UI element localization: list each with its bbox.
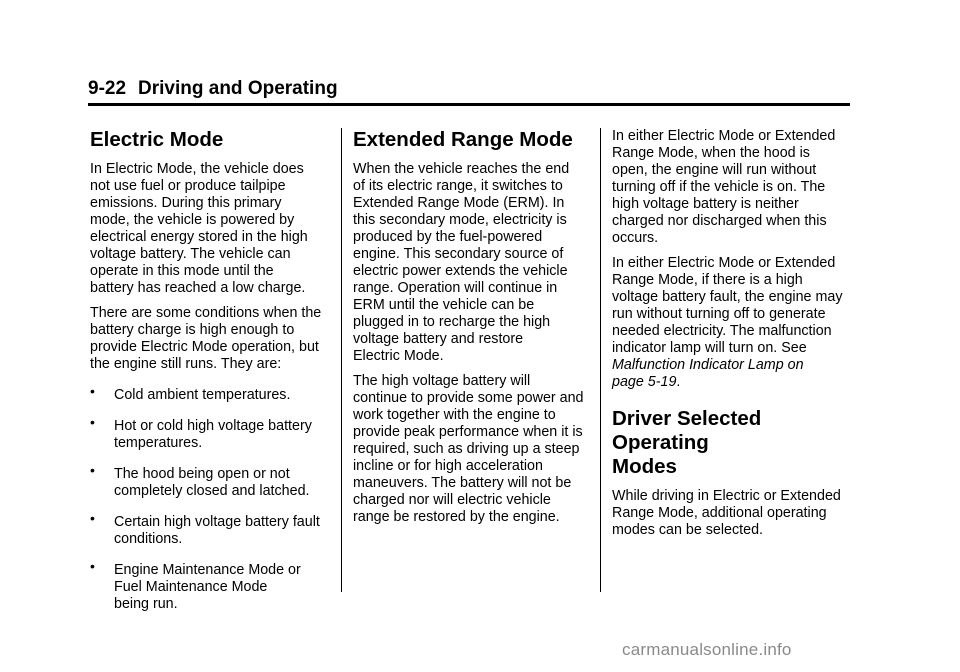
text-line: emissions. During this primary — [90, 195, 282, 211]
list-item — [90, 462, 335, 500]
text-line: indicator lamp will turn on. See — [612, 340, 807, 356]
bullet-icon: • — [90, 510, 95, 526]
text-line: needed electricity. The malfunction — [612, 323, 832, 339]
page-number: 9-22 — [88, 78, 127, 99]
text-line: the engine still runs. They are: — [90, 356, 282, 372]
text-line: range be restored by the engine. — [353, 509, 560, 525]
text-line: Range Mode, when the hood is — [612, 145, 810, 161]
column-electric-mode — [90, 128, 335, 613]
paragraph — [612, 255, 852, 391]
text-line: occurs. — [612, 230, 659, 246]
text-line: turning off if the vehicle is on. The — [612, 179, 826, 195]
column-divider-1 — [341, 128, 342, 592]
text-line: engine. This secondary source of — [353, 246, 564, 262]
text-line: run without turning off to generate — [612, 306, 826, 322]
text-line: plugged in to recharge the high — [353, 314, 551, 330]
text-line: high voltage battery is neither — [612, 196, 799, 212]
paragraph — [353, 373, 589, 526]
text-line: Certain high voltage battery fault — [114, 514, 320, 530]
cross-reference-link[interactable]: Malfunction Indicator Lamp on — [612, 357, 804, 373]
heading-extended-range-mode: Extended Range Mode — [353, 128, 573, 151]
period: . — [676, 374, 681, 390]
bullet-icon: • — [90, 462, 95, 478]
text-line: maneuvers. The battery will not be — [353, 475, 572, 491]
text-line: produced by the fuel-powered — [353, 229, 543, 245]
text-line: In Electric Mode, the vehicle does — [90, 161, 304, 177]
text-line: not use fuel or produce tailpipe — [90, 178, 286, 194]
page-header — [88, 78, 338, 100]
text-line: Fuel Maintenance Mode — [114, 579, 268, 595]
text-line: There are some conditions when the — [90, 305, 322, 321]
column-hood-and-fault — [612, 128, 852, 547]
text-line: voltage battery. The vehicle can — [90, 246, 291, 262]
text-line: work together with the engine to — [353, 407, 556, 423]
text-line: In either Electric Mode or Extended — [612, 128, 836, 144]
header-rule — [88, 103, 850, 106]
text-line: voltage battery fault, the engine may — [612, 289, 843, 305]
text-line: continue to provide some power and — [353, 390, 584, 406]
paragraph — [612, 128, 852, 247]
text-line: When the vehicle reaches the end — [353, 161, 570, 177]
text-line: open, the engine will run without — [612, 162, 817, 178]
text-line: modes can be selected. — [612, 522, 764, 538]
text-line: Hot or cold high voltage battery — [114, 418, 312, 434]
list-item — [90, 383, 335, 404]
text-line: this secondary mode, electricity is — [353, 212, 567, 228]
text-line: conditions. — [114, 531, 183, 547]
text-line: required, such as driving up a steep — [353, 441, 580, 457]
text-line: provide Electric Mode operation, but — [90, 339, 319, 355]
text-line: Electric Mode. — [353, 348, 444, 364]
section-title: Driving and Operating — [138, 78, 338, 99]
text-line: Engine Maintenance Mode or — [114, 562, 301, 578]
bullet-icon: • — [90, 414, 95, 430]
text-line: battery has reached a low charge. — [90, 280, 306, 296]
text-line: Range Mode, if there is a high — [612, 272, 803, 288]
list-item — [90, 558, 335, 613]
heading-line: Modes — [612, 455, 677, 478]
text-line: incline or for high acceleration — [353, 458, 543, 474]
text-line: voltage battery and restore — [353, 331, 524, 347]
text-line: charged nor will electric vehicle — [353, 492, 551, 508]
list-item — [90, 510, 335, 548]
paragraph — [90, 161, 335, 297]
text-line: being run. — [114, 596, 178, 612]
text-line: Cold ambient temperatures. — [114, 387, 291, 403]
bullet-icon: • — [90, 383, 95, 399]
watermark-text: carmanualsonline.info — [622, 640, 792, 659]
conditions-list — [90, 383, 335, 613]
text-line: While driving in Electric or Extended — [612, 488, 841, 504]
bullet-icon: • — [90, 558, 95, 574]
paragraph — [612, 488, 852, 539]
column-extended-range-mode — [353, 128, 589, 534]
text-line: range. Operation will continue in — [353, 280, 558, 296]
cross-reference-page[interactable]: page 5-19 — [612, 374, 677, 390]
text-line: provide peak performance when it is — [353, 424, 583, 440]
heading-line: Driver Selected Operating — [612, 407, 762, 454]
text-line: temperatures. — [114, 435, 203, 451]
list-item — [90, 414, 335, 452]
text-line: battery charge is high enough to — [90, 322, 295, 338]
column-divider-2 — [600, 128, 601, 592]
heading-driver-selected-operating-modes — [612, 407, 852, 479]
text-line: electrical energy stored in the high — [90, 229, 308, 245]
text-line: ERM until the vehicle can be — [353, 297, 535, 313]
text-line: The high voltage battery will — [353, 373, 531, 389]
text-line: Range Mode, additional operating — [612, 505, 827, 521]
paragraph — [90, 305, 335, 373]
text-line: electric power extends the vehicle — [353, 263, 568, 279]
text-line: charged nor discharged when this — [612, 213, 827, 229]
paragraph — [353, 161, 589, 365]
text-line: The hood being open or not — [114, 466, 290, 482]
cross-reference-line — [612, 374, 852, 391]
text-line: completely closed and latched. — [114, 483, 310, 499]
text-line: mode, the vehicle is powered by — [90, 212, 295, 228]
text-line: of its electric range, it switches to — [353, 178, 563, 194]
text-line: Extended Range Mode (ERM). In — [353, 195, 565, 211]
text-line: operate in this mode until the — [90, 263, 274, 279]
heading-electric-mode: Electric Mode — [90, 128, 224, 151]
text-line: In either Electric Mode or Extended — [612, 255, 836, 271]
